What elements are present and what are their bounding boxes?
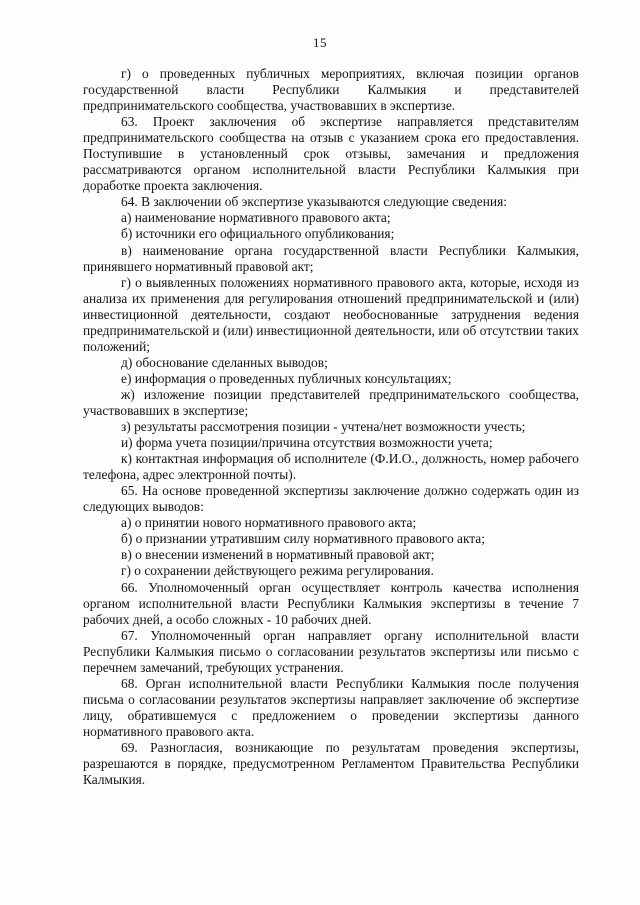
paragraph-g-public-events: г) о проведенных публичных мероприятиях, включая позиции органов государственной власти Республики Калмыкия и представителей предпринимательского сообщества, участвовавших в экспертизе.	[83, 66, 579, 114]
paragraph-68: 68. Орган исполнительной власти Республики Калмыкия после получения письма о согласовании результатов экспертизы направляет заключение об экспертизе лицу, обратившемуся с предложением о проведении экспертизы данного нормативного правового акта.	[83, 675, 579, 739]
list-item-65-g: г) о сохранении действующего режима регулирования.	[121, 563, 434, 579]
paragraph-64: 64. В заключении об экспертизе указываются следующие сведения:	[121, 194, 507, 210]
list-item-64-z: з) результаты рассмотрения позиции - учтена/нет возможности учесть;	[121, 419, 526, 435]
page-number: 15	[313, 35, 327, 50]
list-item-64-d: д) обоснование сделанных выводов;	[121, 354, 328, 370]
list-item-65-b: б) о признании утратившим силу нормативного правового акта;	[121, 531, 485, 547]
list-item-64-zh: ж) изложение позиции представителей предпринимательского сообщества, участвовавших в экспертизе;	[83, 386, 579, 418]
document-body	[83, 66, 579, 788]
list-item-64-b: б) источники его официального опубликования;	[121, 226, 395, 242]
list-item-65-a: а) о принятии нового нормативного правового акта;	[121, 515, 417, 531]
list-item-64-e: е) информация о проведенных публичных консультациях;	[121, 370, 452, 386]
list-item-64-k: к) контактная информация об исполнителе (Ф.И.О., должность, номер рабочего телефона, адрес электронной почты).	[83, 451, 579, 483]
list-item-64-i: и) форма учета позиции/причина отсутствия возможности учета;	[121, 435, 493, 451]
paragraph-67: 67. Уполномоченный орган направляет органу исполнительной власти Республики Калмыкия письмо о согласовании результатов экспертизы или письмо с перечнем замечаний, требующих устранения.	[83, 627, 579, 675]
list-item-64-v: в) наименование органа государственной власти Республики Калмыкия, принявшего нормативный правовой акт;	[83, 242, 579, 274]
paragraph-69: 69. Разногласия, возникающие по результатам проведения экспертизы, разрешаются в порядке, предусмотренном Регламентом Правительства Республики Калмыкия.	[83, 739, 579, 788]
list-item-64-a: а) наименование нормативного правового акта;	[121, 210, 391, 226]
paragraph-63: 63. Проект заключения об экспертизе направляется представителям предпринимательского сообщества на отзыв с указанием срока его предоставления. Поступившие в установленный срок отзывы, замечания и предложения рассматриваются органом исполнительной власти Республики Калмыкия при доработке проекта заключения.	[83, 114, 579, 194]
paragraph-66: 66. Уполномоченный орган осуществляет контроль качества исполнения органом исполнительной власти Республики Калмыкия экспертизы в течение 7 рабочих дней, а особо сложных - 10 рабочих дней.	[83, 579, 579, 627]
list-item-64-g: г) о выявленных положениях нормативного правового акта, которые, исходя из анализа их применения для регулирования отношений предпринимательской и (или) инвестиционной деятельности, создают необоснованные затруднения ведения предпринимательской и (или) инвестиционной деятельности, или об отсутствии таких положений;	[83, 274, 579, 354]
list-item-65-v: в) о внесении изменений в нормативный правовой акт;	[121, 547, 435, 563]
paragraph-65: 65. На основе проведенной экспертизы заключение должно содержать один из следующих выводов:	[83, 483, 579, 515]
